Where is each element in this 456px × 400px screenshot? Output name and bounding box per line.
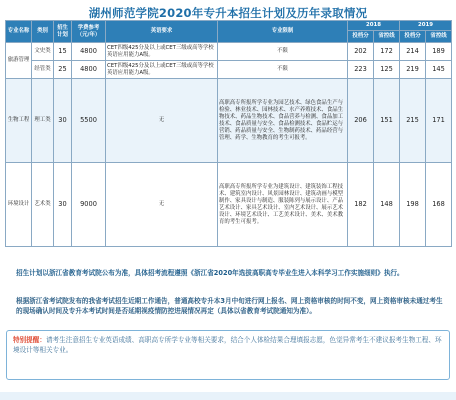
- footer-bar: [0, 392, 456, 400]
- reminder-label: 特别提醒：: [13, 336, 46, 344]
- cell-english: 无: [106, 79, 218, 163]
- special-reminder-box: [6, 330, 450, 380]
- cell-plan: 30: [54, 163, 72, 247]
- cell-plan: 25: [54, 61, 72, 79]
- cell-score: 171: [426, 79, 452, 163]
- table-row: [6, 61, 452, 79]
- header-fee: 学费参考（元/年）: [72, 21, 106, 43]
- table-row: [6, 163, 452, 247]
- cell-score: 219: [400, 61, 426, 79]
- table-row: [6, 79, 452, 163]
- cell-fee: 9000: [72, 163, 106, 247]
- cell-major: 旅游管理: [6, 43, 32, 79]
- header-sub-3: 投档分: [400, 31, 426, 43]
- header-sub-2: 省控线: [374, 31, 400, 43]
- cell-category: 文史类: [32, 43, 54, 61]
- cell-scope: 高职高专所报所学专业为建筑设计、建筑装饰工程技术、建筑室内设计、风景园林设计、建筑动画与模型制作、家具设计与制造、服装陈列与展示设计、产品艺术设计、家具艺术设计、室内艺术设计、展示艺术设计、环境艺术设计、工艺美术设计、美术、美术教育的考生可报考。: [218, 163, 348, 247]
- cell-fee: 4800: [72, 61, 106, 79]
- cell-score: 198: [400, 163, 426, 247]
- cell-category: 理工类: [32, 79, 54, 163]
- cell-score: 145: [426, 61, 452, 79]
- cell-score: 214: [400, 43, 426, 61]
- header-english: 英语要求: [106, 21, 218, 43]
- cell-english: 无: [106, 163, 218, 247]
- cell-plan: 30: [54, 79, 72, 163]
- cell-major: 生物工程: [6, 79, 32, 163]
- cell-score: 172: [374, 43, 400, 61]
- header-major: 专业名称: [6, 21, 32, 43]
- header-sub-1: 投档分: [348, 31, 374, 43]
- header-plan: 招生计划: [54, 21, 72, 43]
- note-plan: 招生计划以浙江省教育考试院公布为准，具体招考流程遵照《浙江省2020年选拔高职高专毕业生进入本科学习工作实施细则》执行。: [16, 269, 404, 277]
- cell-score: 206: [348, 79, 374, 163]
- cell-category: 艺术类: [32, 163, 54, 247]
- cell-scope: 不限: [218, 43, 348, 61]
- page-title: 湖州师范学院2020年专升本招生计划及历年录取情况: [88, 6, 368, 20]
- cell-scope: 高职高专所报所学专业为园艺技术、绿色食品生产与检验、林业技术、园林技术、水产养殖技术、食品生物技术、药品生物技术、食品营养与检测、食品加工技术、食品质量与安全、食品检测技术、食品贮运与营销、药品质量与安全、生物制药技术、药品经营与管理、药学、生物教育的考生可报考。: [218, 79, 348, 163]
- cell-english: CET四级425分及以上或CET三级或高等学校英语应用能力A级。: [106, 61, 218, 79]
- header-2018: 2018: [348, 21, 400, 31]
- cell-score: 151: [374, 79, 400, 163]
- cell-score: 168: [426, 163, 452, 247]
- cell-english: CET四级425分及以上或CET三级或高等学校英语应用能力A级。: [106, 43, 218, 61]
- enrollment-table: [5, 20, 452, 247]
- header-sub-4: 省控线: [426, 31, 452, 43]
- header-2019: 2019: [400, 21, 452, 31]
- cell-score: 223: [348, 61, 374, 79]
- table-row: [6, 43, 452, 61]
- cell-score: 148: [374, 163, 400, 247]
- header-category: 类别: [32, 21, 54, 43]
- cell-score: 182: [348, 163, 374, 247]
- cell-score: 215: [400, 79, 426, 163]
- cell-score: 202: [348, 43, 374, 61]
- cell-scope: 不限: [218, 61, 348, 79]
- cell-fee: 4800: [72, 43, 106, 61]
- header-scope: 专业限制: [218, 21, 348, 43]
- cell-category: 经管类: [32, 61, 54, 79]
- note-exam-schedule: 根据浙江省考试院发布的我省考试招生近期工作通告，普通高校专升本3月中旬进行网上报名、网上资格审核的时间不变，网上资格审核未通过考生的现场确认时间及专升本考试时间是否延期视疫情防控进展情况再定（具体以省教育考试院通知为准）。: [16, 297, 443, 315]
- reminder-text: 请考生注意招生专业英语成绩、高职高专所学专业等相关要求，结合个人体检结果合理填报志愿，色觉异常考生不建议报考生物工程、环境设计等相关专业。: [13, 336, 442, 354]
- cell-major: 环境设计: [6, 163, 32, 247]
- cell-score: 125: [374, 61, 400, 79]
- cell-plan: 15: [54, 43, 72, 61]
- cell-fee: 5500: [72, 79, 106, 163]
- cell-score: 189: [426, 43, 452, 61]
